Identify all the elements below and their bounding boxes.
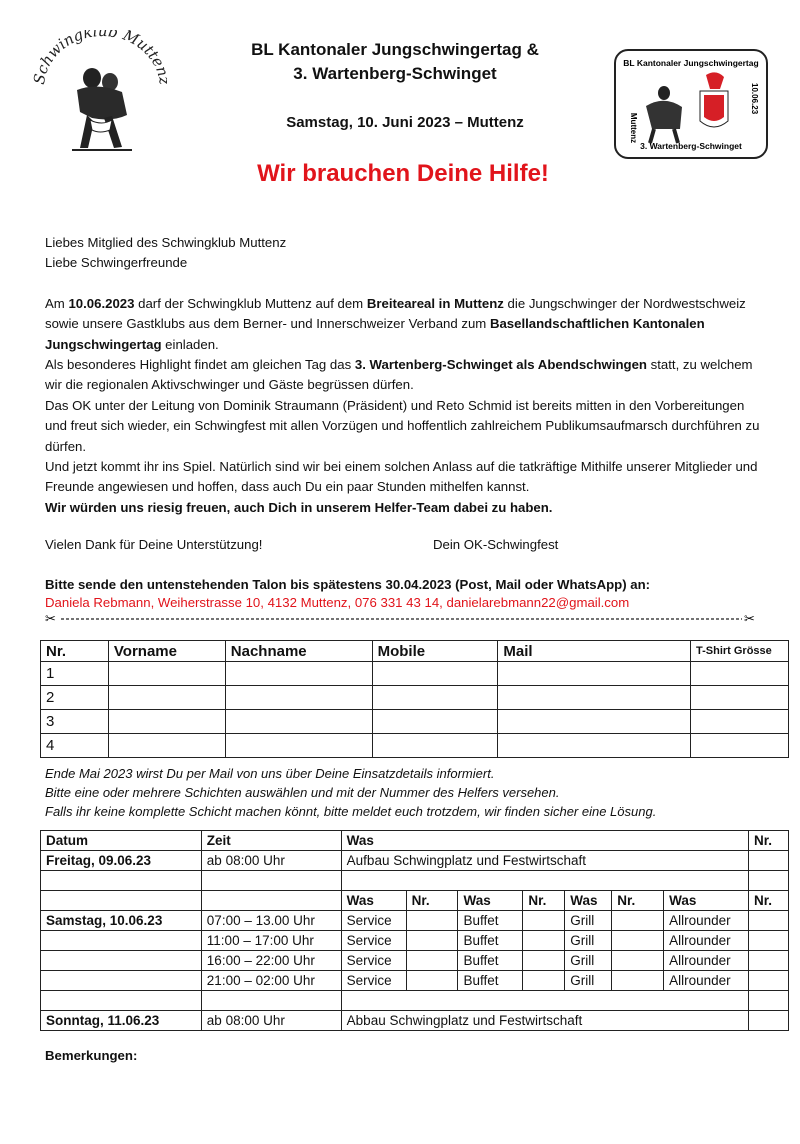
tshirt-input[interactable] — [690, 662, 788, 686]
paragraph-5: Wir würden uns riesig freuen, auch Dich in unserem Helfer-Team dabei zu haben. — [45, 499, 553, 515]
spacer-row — [41, 991, 789, 1011]
logo-text: chwingklub Mutte — [32, 30, 167, 77]
spacer-row — [41, 871, 789, 891]
saturday-date: Samstag, 10.06.23 — [41, 911, 202, 931]
remarks-label: Bemerkungen: — [45, 1048, 138, 1063]
sunday-time: ab 08:00 Uhr — [201, 1011, 341, 1031]
schedule-header-row — [41, 831, 789, 851]
schwingklub-logo — [32, 30, 167, 160]
vorname-input[interactable] — [108, 734, 225, 758]
saturday-shift-row: 16:00 – 22:00 Uhr Service Buffet Grill Allrounder — [41, 951, 789, 971]
sunday-task: Abbau Schwingplatz und Festwirtschaft — [341, 1011, 748, 1031]
service-nr-input[interactable] — [406, 911, 458, 931]
nachname-input[interactable] — [225, 662, 372, 686]
shift-time: 11:00 – 17:00 Uhr — [201, 931, 341, 951]
logo-left-text: Muttenz — [629, 112, 638, 144]
col-nr: Nr. — [41, 641, 109, 662]
event-title — [220, 38, 570, 86]
cut-line — [45, 611, 760, 627]
paragraph-1: Am 10.06.2023 darf der Schwingklub Muttenz auf dem Breiteareal in Muttenz die Jungschwinger der Nordwestschweiz sowie unsere Gastklubs aus dem Berner- und Innerschweizer Verband zum Basellandschaftlichen Kantonalen Jungschwingertag einladen. — [45, 295, 746, 352]
helper-form-table — [40, 640, 789, 758]
send-notice: Bitte sende den untenstehenden Talon bis spätestens 30.04.2023 (Post, Mail oder WhatsApp) an: — [45, 577, 651, 592]
greeting-1: Liebes Mitglied des Schwingklub Muttenz — [45, 235, 287, 250]
form-row: 1 — [41, 662, 789, 686]
saturday-shift-row: Samstag, 10.06.23 07:00 – 13.00 Uhr Service Buffet Grill Allrounder — [41, 911, 789, 931]
signature-text: Dein OK-Schwingfest — [433, 537, 559, 552]
paragraph-2: Als besonderes Highlight findet am gleichen Tag das 3. Wartenberg-Schwinget als Abendschwingen statt, zu welchem wir die regionalen Aktivschwinger und Gäste begrüssen dürfen. — [45, 357, 753, 393]
friday-nr-input[interactable] — [749, 851, 789, 871]
event-title-line1: BL Kantonaler Jungschwingertag & — [251, 40, 539, 59]
col-nachname: Nachname — [225, 641, 372, 662]
service-nr-input[interactable] — [406, 971, 458, 991]
paragraph-3: Das OK unter der Leitung von Dominik Straumann (Präsident) und Reto Schmid ist bereits mitten in den Vorbereitungen und freut sich wieder, ein Schwingfest mit allen Vorzügen und hoffentlich zahlreichem Publikumsaufmarsch durchführen zu dürfen. — [45, 397, 760, 454]
mobile-input[interactable] — [372, 734, 498, 758]
mobile-input[interactable] — [372, 710, 498, 734]
sunday-nr-input[interactable] — [749, 1011, 789, 1031]
mail-input[interactable] — [498, 710, 691, 734]
info-notes — [45, 764, 656, 821]
grill-nr-input[interactable] — [612, 951, 664, 971]
vorname-input[interactable] — [108, 686, 225, 710]
paragraph-4: Und jetzt kommt ihr ins Spiel. Natürlich sind wir bei einem solchen Anlass auf die tatkräftige Mithilfe unserer Mitglieder und Freunde angewiesen und hoffen, dass auch Du ein paar Stunden mithelfen kannst. — [45, 459, 758, 495]
contact-address: Daniela Rebmann, Weiherstrasse 10, 4132 Muttenz, 076 331 43 14, danielarebmann22@gmail.com — [45, 595, 630, 610]
greeting-2: Liebe Schwingerfreunde — [45, 255, 188, 271]
logo-top-text: BL Kantonaler Jungschwingertag — [623, 58, 759, 68]
col-was: Was — [341, 831, 748, 851]
col-nr: Nr. — [749, 831, 789, 851]
friday-row — [41, 851, 789, 871]
friday-date: Freitag, 09.06.23 — [41, 851, 202, 871]
tshirt-input[interactable] — [690, 710, 788, 734]
shift-time: 07:00 – 13.00 Uhr — [201, 911, 341, 931]
vorname-input[interactable] — [108, 710, 225, 734]
letter-body — [45, 233, 760, 518]
allrounder-nr-input[interactable] — [749, 951, 789, 971]
mobile-input[interactable] — [372, 662, 498, 686]
mail-input[interactable] — [498, 686, 691, 710]
col-vorname: Vorname — [108, 641, 225, 662]
allrounder-nr-input[interactable] — [749, 911, 789, 931]
event-logo — [614, 49, 768, 159]
col-datum: Datum — [41, 831, 202, 851]
event-title-line2: 3. Wartenberg-Schwinget — [293, 64, 497, 83]
buffet-nr-input[interactable] — [523, 971, 565, 991]
buffet-nr-input[interactable] — [523, 931, 565, 951]
mail-input[interactable] — [498, 662, 691, 686]
note-1: Ende Mai 2023 wirst Du per Mail von uns über Deine Einsatzdetails informiert. — [45, 766, 495, 781]
col-tshirt: T-Shirt Grösse — [690, 641, 788, 662]
shift-schedule-table — [40, 830, 789, 1031]
mobile-input[interactable] — [372, 686, 498, 710]
mail-input[interactable] — [498, 734, 691, 758]
sunday-date: Sonntag, 11.06.23 — [41, 1011, 202, 1031]
logo-right-text: 10.06.23 — [750, 83, 759, 115]
shift-time: 21:00 – 02:00 Uhr — [201, 971, 341, 991]
saturday-shift-row: 21:00 – 02:00 Uhr Service Buffet Grill Allrounder — [41, 971, 789, 991]
shift-time: 16:00 – 22:00 Uhr — [201, 951, 341, 971]
logo-bottom-text: 3. Wartenberg-Schwinget — [640, 141, 742, 151]
headline: Wir brauchen Deine Hilfe! — [257, 160, 549, 187]
thanks-text: Vielen Dank für Deine Unterstützung! — [45, 537, 263, 552]
tshirt-input[interactable] — [690, 734, 788, 758]
allrounder-nr-input[interactable] — [749, 971, 789, 991]
col-mail: Mail — [498, 641, 691, 662]
grill-nr-input[interactable] — [612, 971, 664, 991]
form-row: 3 — [41, 710, 789, 734]
nachname-input[interactable] — [225, 734, 372, 758]
note-2: Bitte eine oder mehrere Schichten auswählen und mit der Nummer des Helfers versehen. — [45, 785, 560, 800]
sunday-row — [41, 1011, 789, 1031]
col-zeit: Zeit — [201, 831, 341, 851]
friday-time: ab 08:00 Uhr — [201, 851, 341, 871]
allrounder-nr-input[interactable] — [749, 931, 789, 951]
friday-task: Aufbau Schwingplatz und Festwirtschaft — [341, 851, 748, 871]
buffet-nr-input[interactable] — [523, 951, 565, 971]
service-nr-input[interactable] — [406, 931, 458, 951]
scissors-icon-right: ✂ — [744, 611, 755, 626]
nachname-input[interactable] — [225, 710, 372, 734]
tshirt-input[interactable] — [690, 686, 788, 710]
vorname-input[interactable] — [108, 662, 225, 686]
grill-nr-input[interactable] — [612, 931, 664, 951]
service-nr-input[interactable] — [406, 951, 458, 971]
form-header-row — [41, 641, 789, 662]
col-mobile: Mobile — [372, 641, 498, 662]
nachname-input[interactable] — [225, 686, 372, 710]
note-3: Falls ihr keine komplette Schicht machen könnt, bitte meldet euch trotzdem, wir finden sicher eine Lösung. — [45, 804, 657, 819]
form-row: 4 — [41, 734, 789, 758]
buffet-nr-input[interactable] — [523, 911, 565, 931]
scissors-icon-left: ✂ — [45, 611, 56, 626]
event-date: Samstag, 10. Juni 2023 – Muttenz — [286, 114, 524, 131]
grill-nr-input[interactable] — [612, 911, 664, 931]
saturday-shift-row: 11:00 – 17:00 Uhr Service Buffet Grill Allrounder — [41, 931, 789, 951]
saturday-header-row: Was Nr. Was Nr. Was Nr. Was Nr. — [41, 891, 789, 911]
form-row: 2 — [41, 686, 789, 710]
